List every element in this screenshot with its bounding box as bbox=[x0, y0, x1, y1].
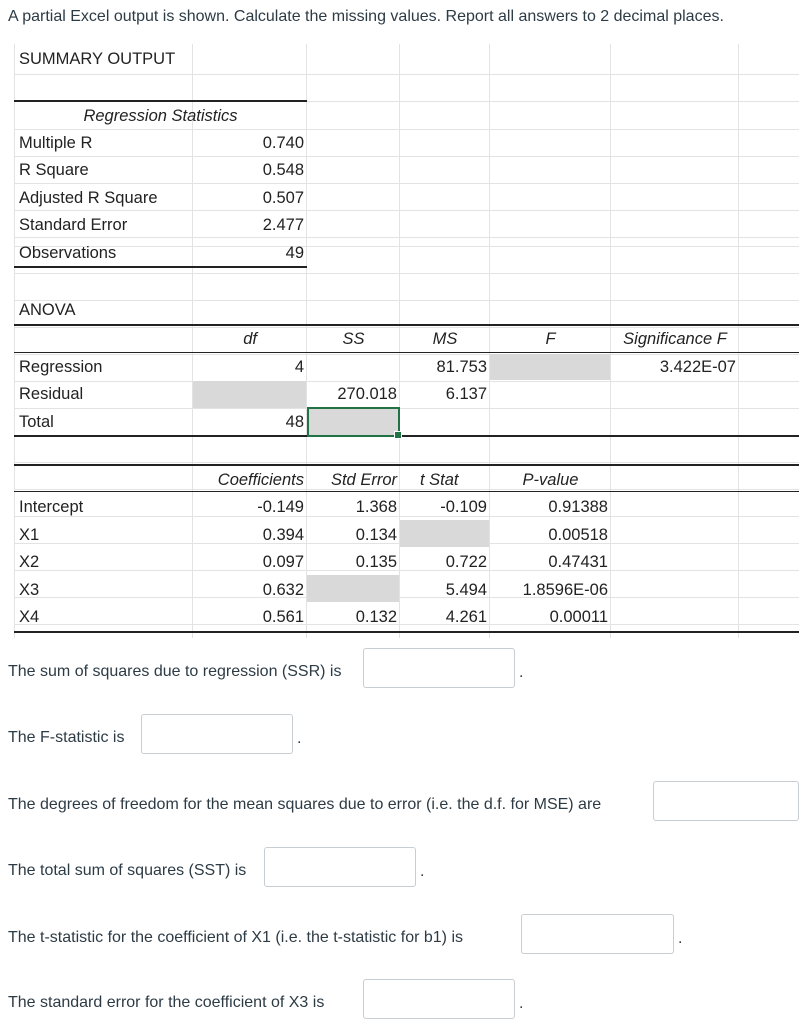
stat-value-adjusted-r-square: 0.507 bbox=[262, 189, 304, 207]
stat-value-r-square: 0.548 bbox=[262, 161, 304, 179]
std-error-x3-answer-period: . bbox=[519, 995, 524, 1012]
std-error-x3-answer-input[interactable] bbox=[363, 979, 515, 1019]
anova-residual-ms: 6.137 bbox=[445, 385, 487, 403]
anova-regression-ms: 81.753 bbox=[436, 358, 487, 376]
t-statistic-x1-answer-period: . bbox=[678, 930, 683, 947]
anova-header-significance-f: Significance F bbox=[623, 330, 727, 348]
stat-label-r-square: R Square bbox=[19, 161, 89, 179]
ssr-answer-period: . bbox=[519, 664, 524, 681]
coef-header-p-value: P-value bbox=[522, 471, 579, 489]
anova-title: ANOVA bbox=[19, 301, 76, 319]
sst-answer-input[interactable] bbox=[264, 847, 416, 887]
stat-label-adjusted-r-square: Adjusted R Square bbox=[19, 189, 158, 207]
coef-x4-coefficient: 0.561 bbox=[262, 608, 304, 626]
f-statistic-answer-period: . bbox=[297, 730, 302, 747]
coef-x1-p-value: 0.00518 bbox=[548, 526, 608, 544]
anova-header-df: df bbox=[243, 330, 257, 348]
stat-value-multiple-r: 0.740 bbox=[262, 134, 304, 152]
anova-header-ss: SS bbox=[342, 330, 365, 348]
t-statistic-x1-answer-input[interactable] bbox=[521, 914, 674, 954]
anova-total-df: 48 bbox=[285, 413, 304, 431]
stat-value-observations: 49 bbox=[285, 244, 304, 262]
coef-x1-std-error: 0.134 bbox=[355, 526, 397, 544]
question-std-error-x3-text: The standard error for the coefficient of X3 is bbox=[8, 994, 325, 1011]
question-df-mse-text: The degrees of freedom for the mean squares due to error (i.e. the d.f. for MSE) are bbox=[8, 796, 602, 813]
coef-x3-p-value: 1.8596E-06 bbox=[522, 581, 608, 599]
question-sst-text: The total sum of squares (SST) is bbox=[8, 862, 247, 879]
coef-header-std-error: Std Error bbox=[330, 471, 397, 489]
anova-total-ss-missing-selected-cell[interactable] bbox=[307, 407, 400, 437]
anova-residual-ss: 270.018 bbox=[337, 385, 397, 403]
ssr-answer-input[interactable] bbox=[363, 648, 515, 688]
coef-row-label-x1: X1 bbox=[19, 526, 40, 544]
regression-statistics-header: Regression Statistics bbox=[83, 107, 238, 125]
anova-row-label-total: Total bbox=[19, 413, 54, 431]
anova-header-ms: MS bbox=[432, 330, 458, 348]
stat-label-standard-error: Standard Error bbox=[19, 216, 128, 234]
coef-x3-std-error-missing bbox=[307, 575, 399, 602]
coef-intercept-t-stat: -0.109 bbox=[440, 498, 487, 516]
anova-regression-significance-f: 3.422E-07 bbox=[659, 358, 736, 376]
coef-row-label-x2: X2 bbox=[19, 553, 40, 571]
stat-label-multiple-r: Multiple R bbox=[19, 134, 93, 152]
coef-x3-coefficient: 0.632 bbox=[262, 581, 304, 599]
coef-x1-coefficient: 0.394 bbox=[262, 526, 304, 544]
anova-regression-f-missing bbox=[490, 354, 610, 380]
question-t-statistic-x1-text: The t-statistic for the coefficient of X1 (i.e. the t-statistic for b1) is bbox=[8, 929, 463, 946]
coef-x2-coefficient: 0.097 bbox=[262, 553, 304, 571]
coef-x4-t-stat: 4.261 bbox=[445, 608, 487, 626]
summary-output-title: SUMMARY OUTPUT bbox=[19, 50, 176, 68]
coef-x2-t-stat: 0.722 bbox=[445, 553, 487, 571]
coef-header-t-stat: t Stat bbox=[420, 471, 459, 489]
coef-row-label-x3: X3 bbox=[19, 581, 40, 599]
coef-intercept-coefficient: -0.149 bbox=[257, 498, 304, 516]
coef-intercept-std-error: 1.368 bbox=[355, 498, 397, 516]
coef-x4-p-value: 0.00011 bbox=[549, 608, 608, 626]
coef-x3-t-stat: 5.494 bbox=[445, 581, 487, 599]
coef-x2-std-error: 0.135 bbox=[355, 553, 397, 571]
question-f-statistic-text: The F-statistic is bbox=[8, 729, 125, 746]
coef-header-coefficients: Coefficients bbox=[217, 471, 304, 489]
question-ssr-text: The sum of squares due to regression (SSR) is bbox=[8, 663, 342, 680]
coef-intercept-p-value: 0.91388 bbox=[548, 498, 608, 516]
anova-row-label-regression: Regression bbox=[19, 358, 103, 376]
coef-x1-t-stat-missing bbox=[400, 520, 489, 547]
coef-x4-std-error: 0.132 bbox=[355, 608, 397, 626]
stat-value-standard-error: 2.477 bbox=[262, 216, 304, 234]
sst-answer-period: . bbox=[420, 863, 425, 880]
instructions-text: A partial Excel output is shown. Calculate the missing values. Report all answers to 2 decimal places. bbox=[8, 8, 724, 25]
anova-row-label-residual: Residual bbox=[19, 385, 84, 403]
coef-row-label-intercept: Intercept bbox=[19, 498, 84, 516]
excel-output-sheet bbox=[14, 44, 799, 638]
f-statistic-answer-input[interactable] bbox=[141, 714, 293, 754]
coef-x2-p-value: 0.47431 bbox=[548, 553, 608, 571]
anova-regression-df: 4 bbox=[294, 358, 304, 376]
anova-header-f: F bbox=[545, 330, 556, 348]
df-mse-answer-input[interactable] bbox=[653, 781, 799, 821]
stat-label-observations: Observations bbox=[19, 244, 117, 262]
anova-residual-df-missing bbox=[193, 381, 306, 408]
coef-row-label-x4: X4 bbox=[19, 608, 40, 626]
